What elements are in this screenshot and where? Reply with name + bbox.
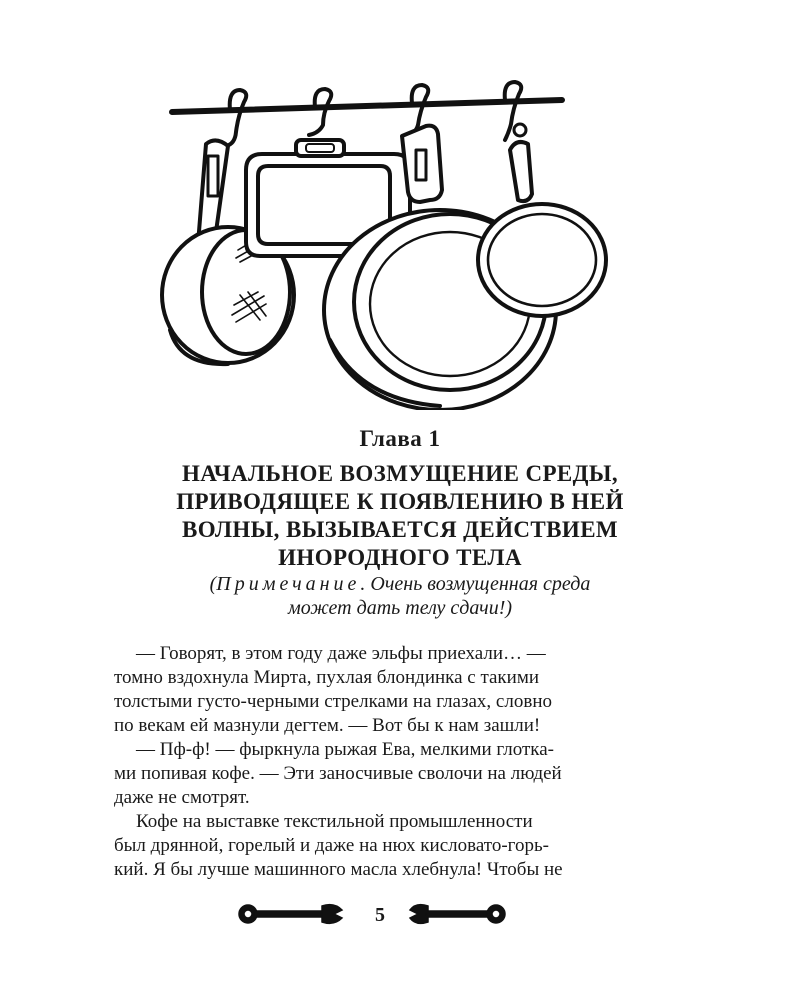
note-open-paren: ( (209, 573, 217, 595)
hanging-pots-icon (150, 70, 630, 410)
text-line: даже не смотрят. (114, 787, 250, 808)
chapter-title-line: ИНОРОДНОГО ТЕЛА (278, 545, 522, 570)
text-line: по векам ей мазнули дегтем. — Вот бы к нам зашли! (114, 715, 541, 736)
text-line: толстыми густо-черными стрелками на глазах, словно (114, 691, 552, 712)
note-line1-rest: . Очень возмущенная среда (360, 573, 591, 595)
text-line: томно вздохнула Мирта, пухлая блондинка с такими (114, 667, 540, 688)
text-line: — Пф-ф! — фыркнула рыжая Ева, мелкими глотка- (136, 739, 554, 760)
chapter-note (100, 572, 700, 620)
page-footer (0, 896, 800, 932)
text-line: — Говорят, в этом году даже эльфы приехали… — (136, 643, 546, 664)
text-line: Кофе на выставке текстильной промышленности (136, 811, 533, 832)
chapter-note-line: может дать телу сдачи!) (287, 597, 513, 619)
wrench-right-icon (408, 902, 508, 926)
page-number: 5 (375, 904, 385, 926)
text-line: ми попивая кофе. — Эти заносчивые сволочи на людей (114, 763, 562, 784)
chapter-title-line: ВОЛНЫ, ВЫЗЫВАЕТСЯ ДЕЙСТВИЕМ (181, 517, 619, 542)
chapter-title-line: НАЧАЛЬНОЕ ВОЗМУЩЕНИЕ СРЕДЫ, (181, 461, 619, 486)
note-term: Примечание (216, 573, 361, 595)
chapter-label: Глава 1 (359, 426, 441, 451)
wrench-left-icon (236, 902, 348, 926)
body-text (114, 642, 662, 882)
text-line: был дрянной, горелый и даже на нюх кисловато-горь- (114, 835, 549, 856)
text-line: кий. Я бы лучше машинного масла хлебнула! Чтобы не (114, 859, 563, 880)
chapter-title (100, 460, 700, 572)
chapter-note-line (100, 572, 700, 596)
chapter-title-line: ПРИВОДЯЩЕЕ К ПОЯВЛЕНИЮ В НЕЙ (176, 489, 624, 514)
